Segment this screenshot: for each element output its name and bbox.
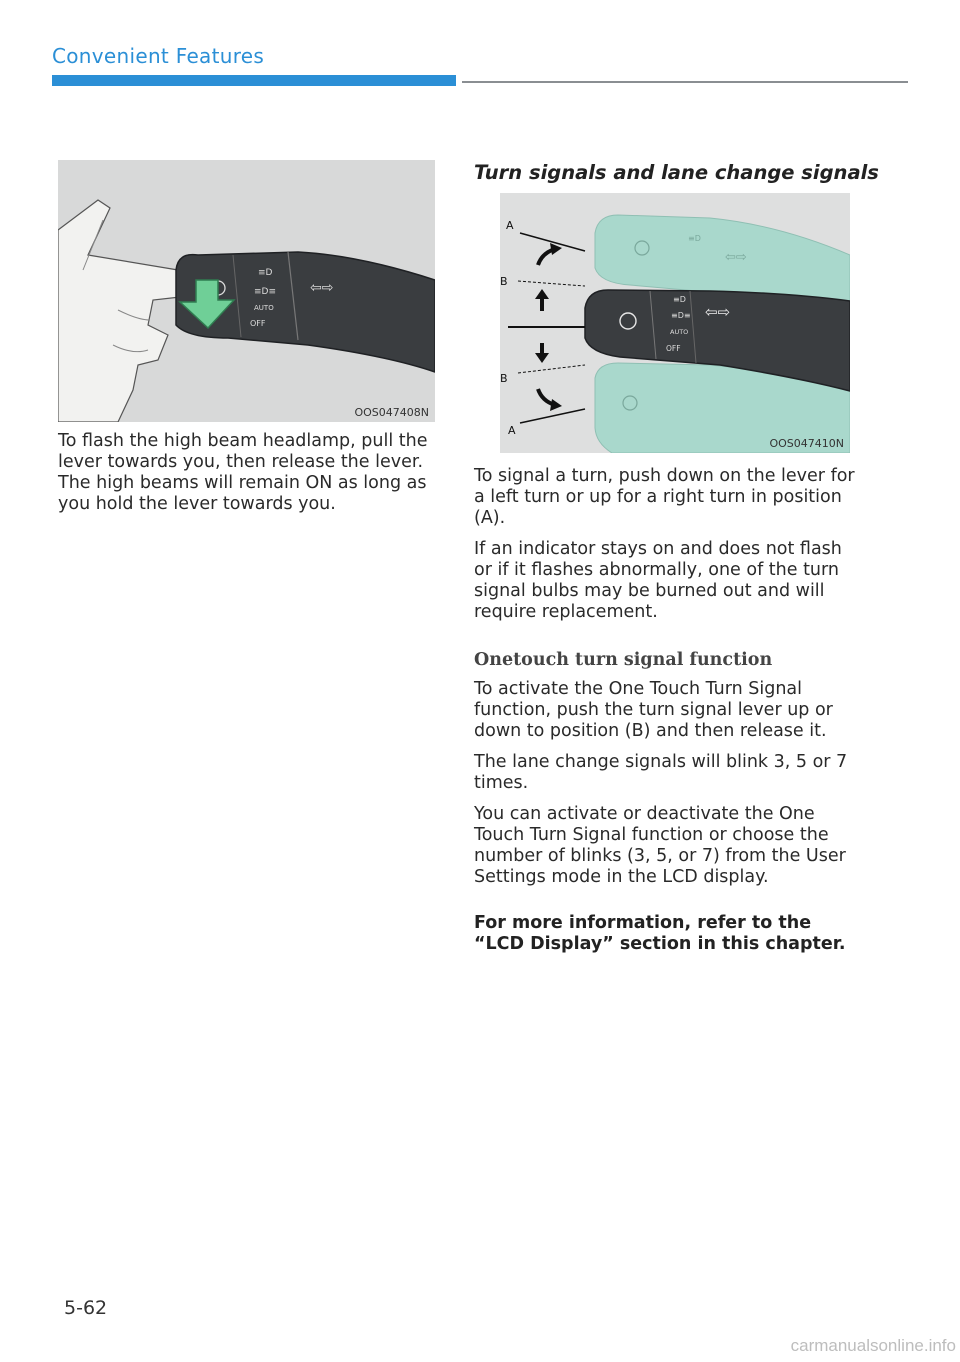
user-settings-paragraph: You can activate or deactivate the One Touch Turn Signal function or choose the number of blinks (3, 5, or 7) from the User Settings mode in the LCD display. xyxy=(474,804,846,887)
turn-signals-heading: Turn signals and lane change signals xyxy=(474,161,879,184)
lever-pull-illustration xyxy=(58,160,435,422)
high-beam-flash-figure xyxy=(58,160,435,422)
svg-text:≡D: ≡D xyxy=(258,268,273,278)
svg-text:≡D: ≡D xyxy=(673,295,686,304)
signal-turn-paragraph: To signal a turn, push down on the lever for a left turn or up for a right turn in position (A). xyxy=(474,466,855,528)
indicator-paragraph: If an indicator stays on and does not flash or if it flashes abnormally, one of the turn signal bulbs may be burned out and will require replacement. xyxy=(474,539,842,622)
svg-text:A: A xyxy=(506,219,514,232)
svg-text:≡D≡: ≡D≡ xyxy=(671,311,691,320)
svg-text:A: A xyxy=(508,424,516,437)
onetouch-subheading: Onetouch turn signal function xyxy=(474,650,773,670)
turn-signal-lever-illustration xyxy=(500,193,850,453)
figure-code: OOS047408N xyxy=(354,406,429,419)
header-rule xyxy=(462,81,908,83)
svg-text:B: B xyxy=(500,275,508,288)
svg-text:≡D: ≡D xyxy=(688,234,701,243)
svg-text:AUTO: AUTO xyxy=(670,328,689,336)
blink-count-paragraph: The lane change signals will blink 3, 5 or 7 times. xyxy=(474,752,848,793)
watermark: carmanualsonline.info xyxy=(790,1336,956,1355)
header-accent-bar xyxy=(52,75,456,86)
more-info-note: For more information, refer to the “LCD Display” section in this chapter. xyxy=(474,913,846,954)
svg-text:⇦⇨: ⇦⇨ xyxy=(725,250,747,265)
svg-text:≡D≡: ≡D≡ xyxy=(254,287,277,297)
svg-text:AUTO: AUTO xyxy=(254,304,274,312)
turn-signal-figure xyxy=(500,193,850,453)
flash-high-beam-paragraph: To flash the high beam headlamp, pull the lever towards you, then release the lever. The high beams will remain ON as long as you hold the lever towards you. xyxy=(58,431,428,514)
svg-text:OFF: OFF xyxy=(666,344,681,353)
section-title: Convenient Features xyxy=(52,44,265,68)
figure-code: OOS047410N xyxy=(769,437,844,450)
svg-text:⇦⇨: ⇦⇨ xyxy=(310,280,334,296)
svg-text:⇦⇨: ⇦⇨ xyxy=(705,303,731,321)
svg-text:OFF: OFF xyxy=(250,319,266,328)
page-number: 5-62 xyxy=(64,1297,108,1319)
svg-text:B: B xyxy=(500,372,508,385)
activate-onetouch-paragraph: To activate the One Touch Turn Signal function, push the turn signal lever up or down to position (B) and then release it. xyxy=(474,679,833,741)
